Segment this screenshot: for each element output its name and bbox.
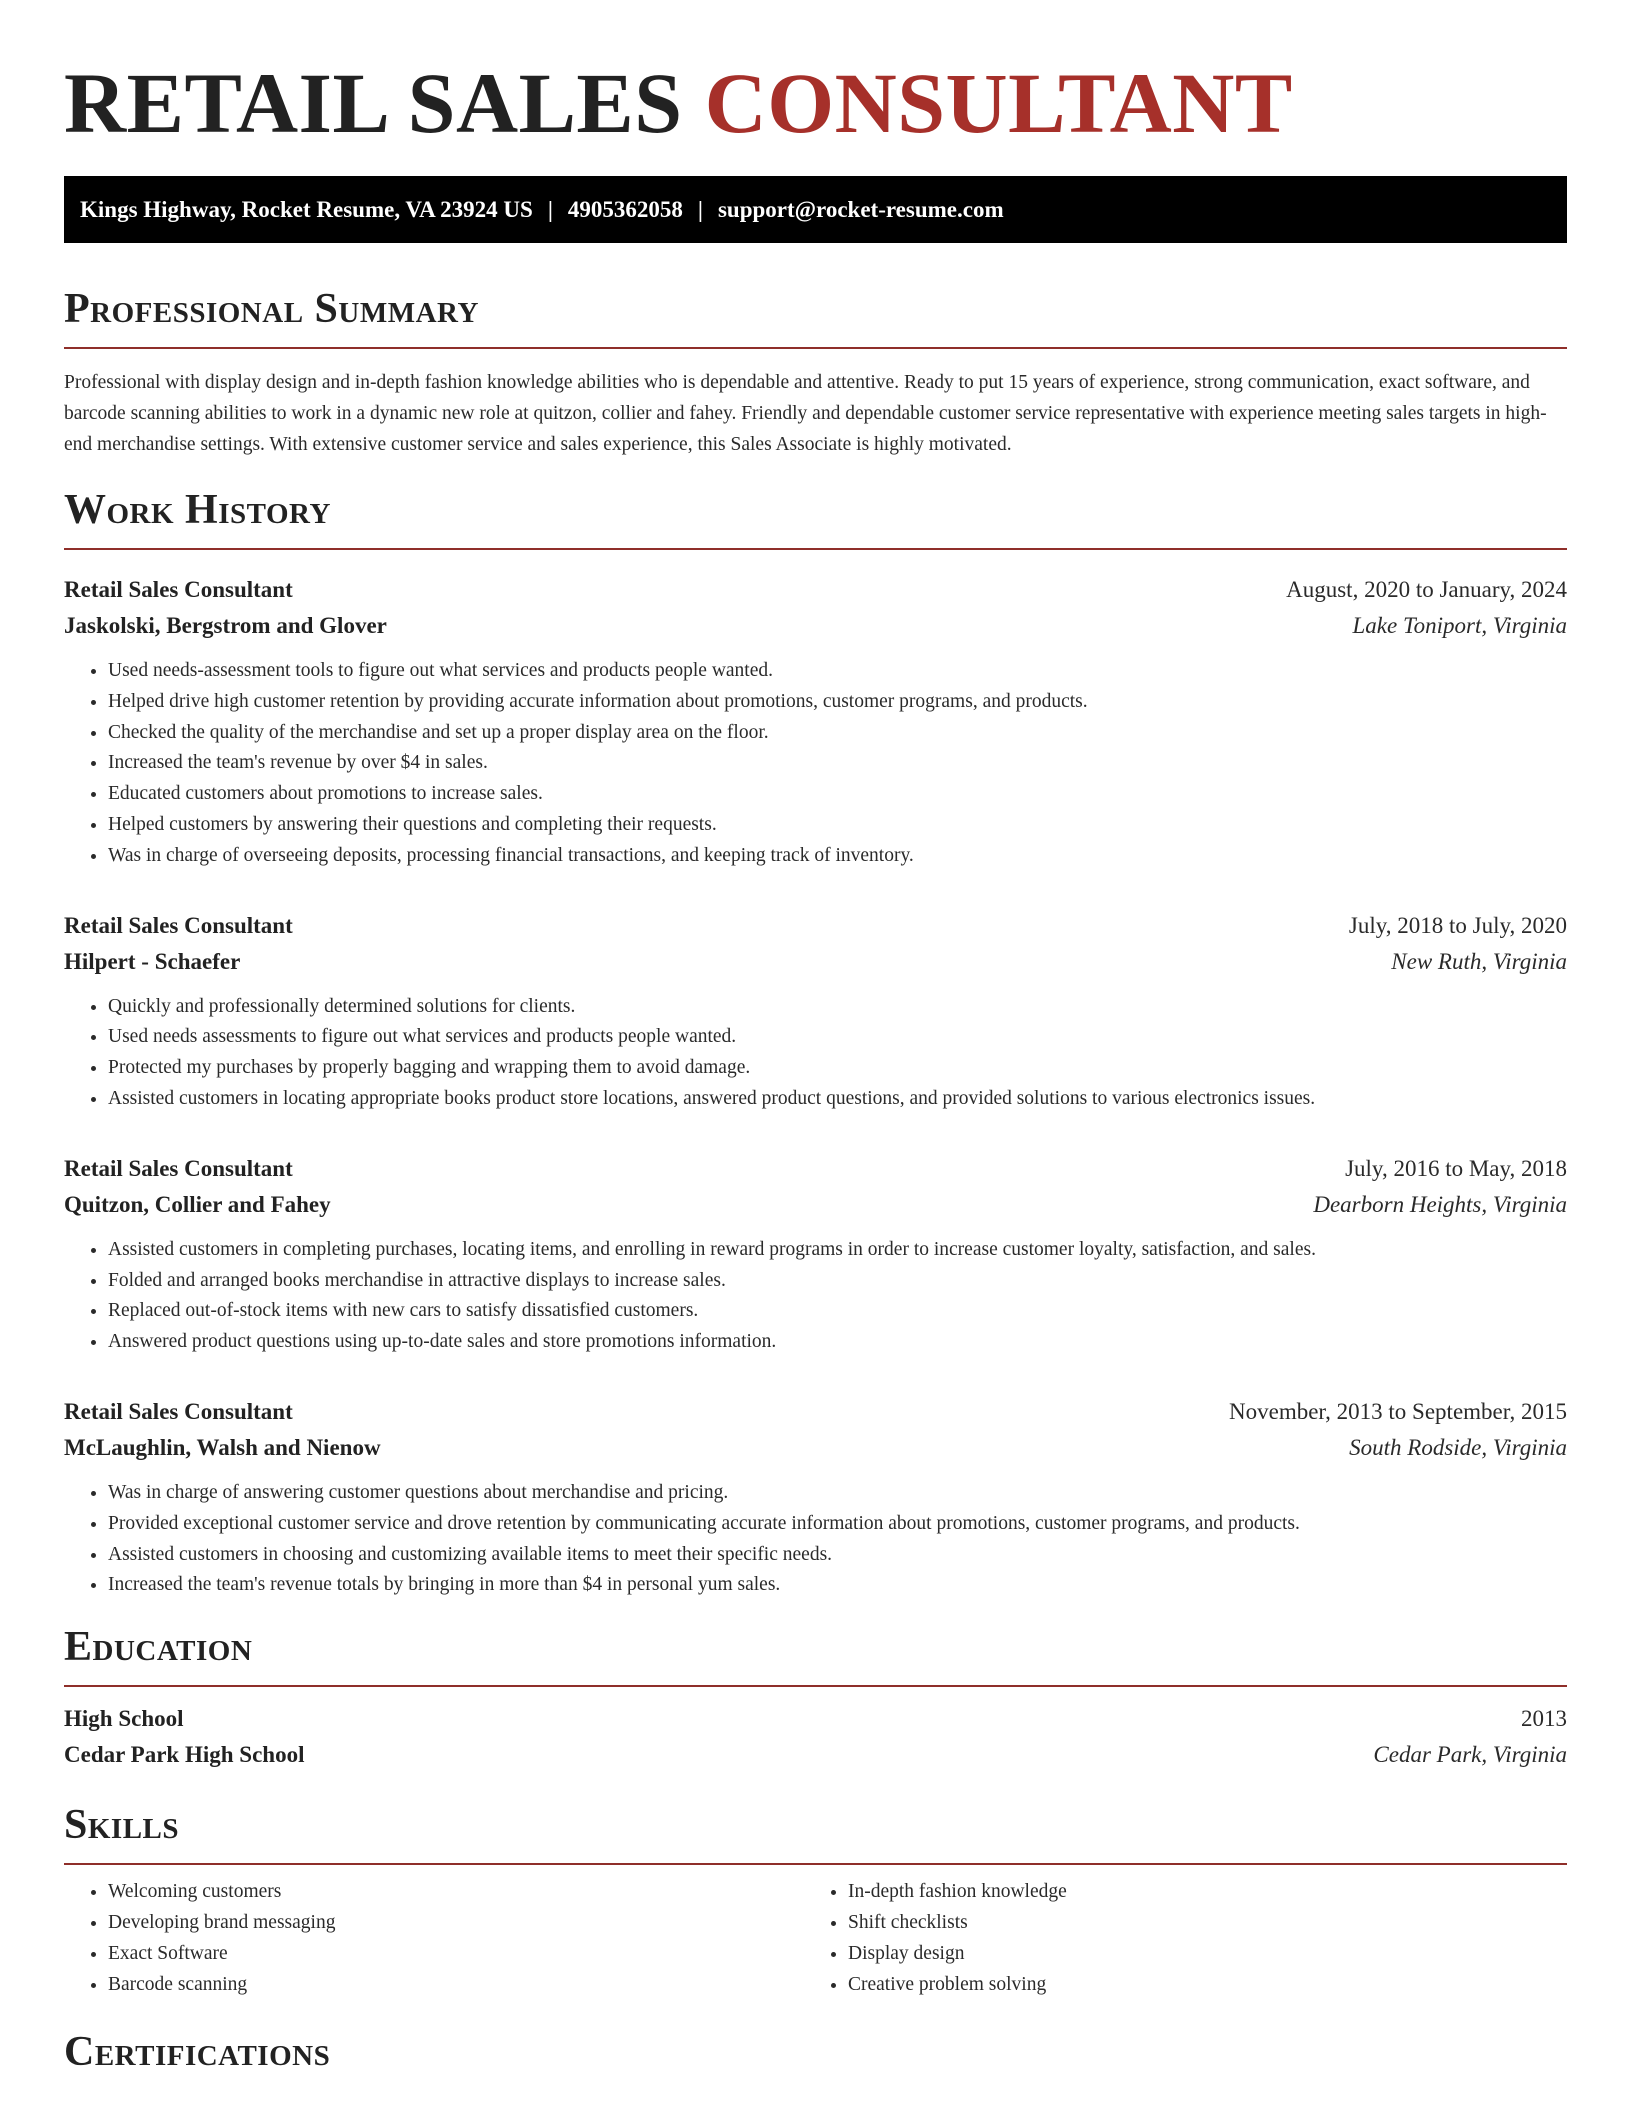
education-degree-row [64,1701,1567,1737]
job-company: Quitzon, Collier and Fahey [64,1191,331,1217]
contact-address: Kings Highway, Rocket Resume, VA 23924 US [80,197,533,222]
contact-phone: 4905362058 [567,197,683,222]
job-title: Retail Sales Consultant [64,577,293,602]
job-bullet: • Used needs assessments to figure out what services and products people wanted. [108,1022,1567,1053]
job-title: Retail Sales Consultant [64,1155,293,1181]
skills-section [64,1801,1567,2000]
job-company-row [64,608,1567,644]
job-dates: July, 2016 to May, 2018 [1345,1155,1567,1181]
job-bullet: • Protected my purchases by properly bagging and wrapping them to avoid damage. [108,1053,1567,1084]
skill-item: • Welcoming customers [108,1877,804,1908]
section-divider [64,548,1567,550]
job-location: South Rodside, Virginia [1349,1434,1567,1460]
skill-item: • Barcode scanning [108,1970,804,2001]
job-location: Lake Toniport, Virginia [1352,613,1567,638]
job-bullet: • Provided exceptional customer service and drove retention by communicating accurate information about promotions, customer programs, and products. [108,1509,1567,1540]
summary-text: Professional with display design and in-depth fashion knowledge abilities who is dependable and attentive. Ready to put 15 years of experience, strong communication, exact software, and barcode scanning abilities to work in a dynamic new role at quitzon, collier and fahey. Friendly and dependable customer service representative with experience meeting sales targets in high-end merchandise settings. With extensive customer service and sales experience, this Sales Associate is highly motivated. [64,372,1547,455]
section-divider [64,1863,1567,1865]
job-bullets [64,1235,1567,1358]
job-bullet: • Folded and arranged books merchandise in attractive displays to increase sales. [108,1266,1567,1297]
education-school-row [64,1737,1567,1773]
name-first-part: RETAIL SALES [64,55,683,151]
job-company: Jaskolski, Bergstrom and Glover [64,613,387,638]
education-section [64,1623,1567,1773]
job-bullets [64,656,1567,872]
section-heading-certifications: Certifications [64,2029,331,2076]
job-bullet: • Educated customers about promotions to increase sales. [108,779,1567,810]
skill-item: • Exact Software [108,1939,804,1970]
section-heading-work-history: Work History [64,487,331,533]
contact-email: support@rocket-resume.com [717,197,1004,222]
section-heading-skills: Skills [64,1802,180,1849]
certifications-section [64,2028,1567,2076]
job-bullet: • Assisted customers in locating appropriate books product store locations, answered product questions, and provided solutions to various electronics issues. [108,1084,1567,1115]
contact-bar [64,176,1567,243]
job-location: Dearborn Heights, Virginia [1313,1191,1567,1217]
resume-name [64,0,1567,151]
section-heading-education: Education [64,1624,253,1671]
job-bullet: • Assisted customers in choosing and customizing available items to meet their specific needs. [108,1540,1567,1571]
job-entry [64,1394,1567,1601]
job-bullet: • Answered product questions using up-to-date sales and store promotions information. [108,1327,1567,1358]
skills-column-right [804,1877,1544,2000]
education-degree: High School [64,1706,184,1732]
job-dates: August, 2020 to January, 2024 [1286,577,1567,602]
skill-item: • In-depth fashion knowledge [848,1877,1544,1908]
education-year: 2013 [1521,1706,1567,1732]
job-bullets [64,992,1567,1115]
job-title-row [64,1394,1567,1430]
skill-item: • Creative problem solving [848,1970,1544,2001]
resume-page [64,0,1567,2076]
job-title: Retail Sales Consultant [64,1398,293,1424]
work-history-section [64,486,1567,1601]
section-heading-summary: Professional Summary [64,286,479,332]
skill-item: • Shift checklists [848,1908,1544,1939]
job-bullet: • Was in charge of answering customer questions about merchandise and pricing. [108,1478,1567,1509]
skills-column-left [64,1877,804,2000]
name-accent-part: CONSULTANT [704,55,1293,151]
section-divider [64,1685,1567,1687]
job-company-row [64,944,1567,980]
skills-grid [64,1877,1567,2000]
job-bullet: • Assisted customers in completing purchases, locating items, and enrolling in reward programs in order to increase customer loyalty, satisfaction, and sales. [108,1235,1567,1266]
contact-separator: | [697,197,703,222]
skill-item: • Display design [848,1939,1544,1970]
job-bullet: • Checked the quality of the merchandise and set up a proper display area on the floor. [108,718,1567,749]
job-dates: July, 2018 to July, 2020 [1348,912,1567,938]
skill-item: • Developing brand messaging [108,1908,804,1939]
job-bullet: • Used needs-assessment tools to figure out what services and products people wanted. [108,656,1567,687]
job-title-row [64,908,1567,944]
job-bullet: • Was in charge of overseeing deposits, processing financial transactions, and keeping track of inventory. [108,841,1567,872]
job-title: Retail Sales Consultant [64,912,293,938]
job-entry [64,572,1567,872]
job-bullet: • Helped customers by answering their questions and completing their requests. [108,810,1567,841]
job-title-row [64,1151,1567,1187]
education-school: Cedar Park High School [64,1742,305,1768]
job-bullet: • Increased the team's revenue totals by bringing in more than $4 in personal yum sales. [108,1570,1567,1601]
section-divider [64,347,1567,349]
job-title-row [64,572,1567,608]
job-bullets [64,1478,1567,1601]
job-entry [64,1151,1567,1358]
job-company: Hilpert - Schaefer [64,948,241,974]
job-bullet: • Helped drive high customer retention by providing accurate information about promotions, customer programs, and products. [108,687,1567,718]
job-company-row [64,1187,1567,1223]
contact-separator: | [547,197,553,222]
job-company-row [64,1430,1567,1466]
summary-section [64,285,1567,460]
job-bullet: • Replaced out-of-stock items with new cars to satisfy dissatisfied customers. [108,1296,1567,1327]
job-location: New Ruth, Virginia [1391,948,1567,974]
education-location: Cedar Park, Virginia [1373,1742,1567,1768]
education-entry [64,1701,1567,1773]
job-dates: November, 2013 to September, 2015 [1229,1398,1567,1424]
job-bullet: • Quickly and professionally determined solutions for clients. [108,992,1567,1023]
job-entry [64,908,1567,1115]
job-company: McLaughlin, Walsh and Nienow [64,1434,381,1460]
job-bullet: • Increased the team's revenue by over $4 in sales. [108,748,1567,779]
